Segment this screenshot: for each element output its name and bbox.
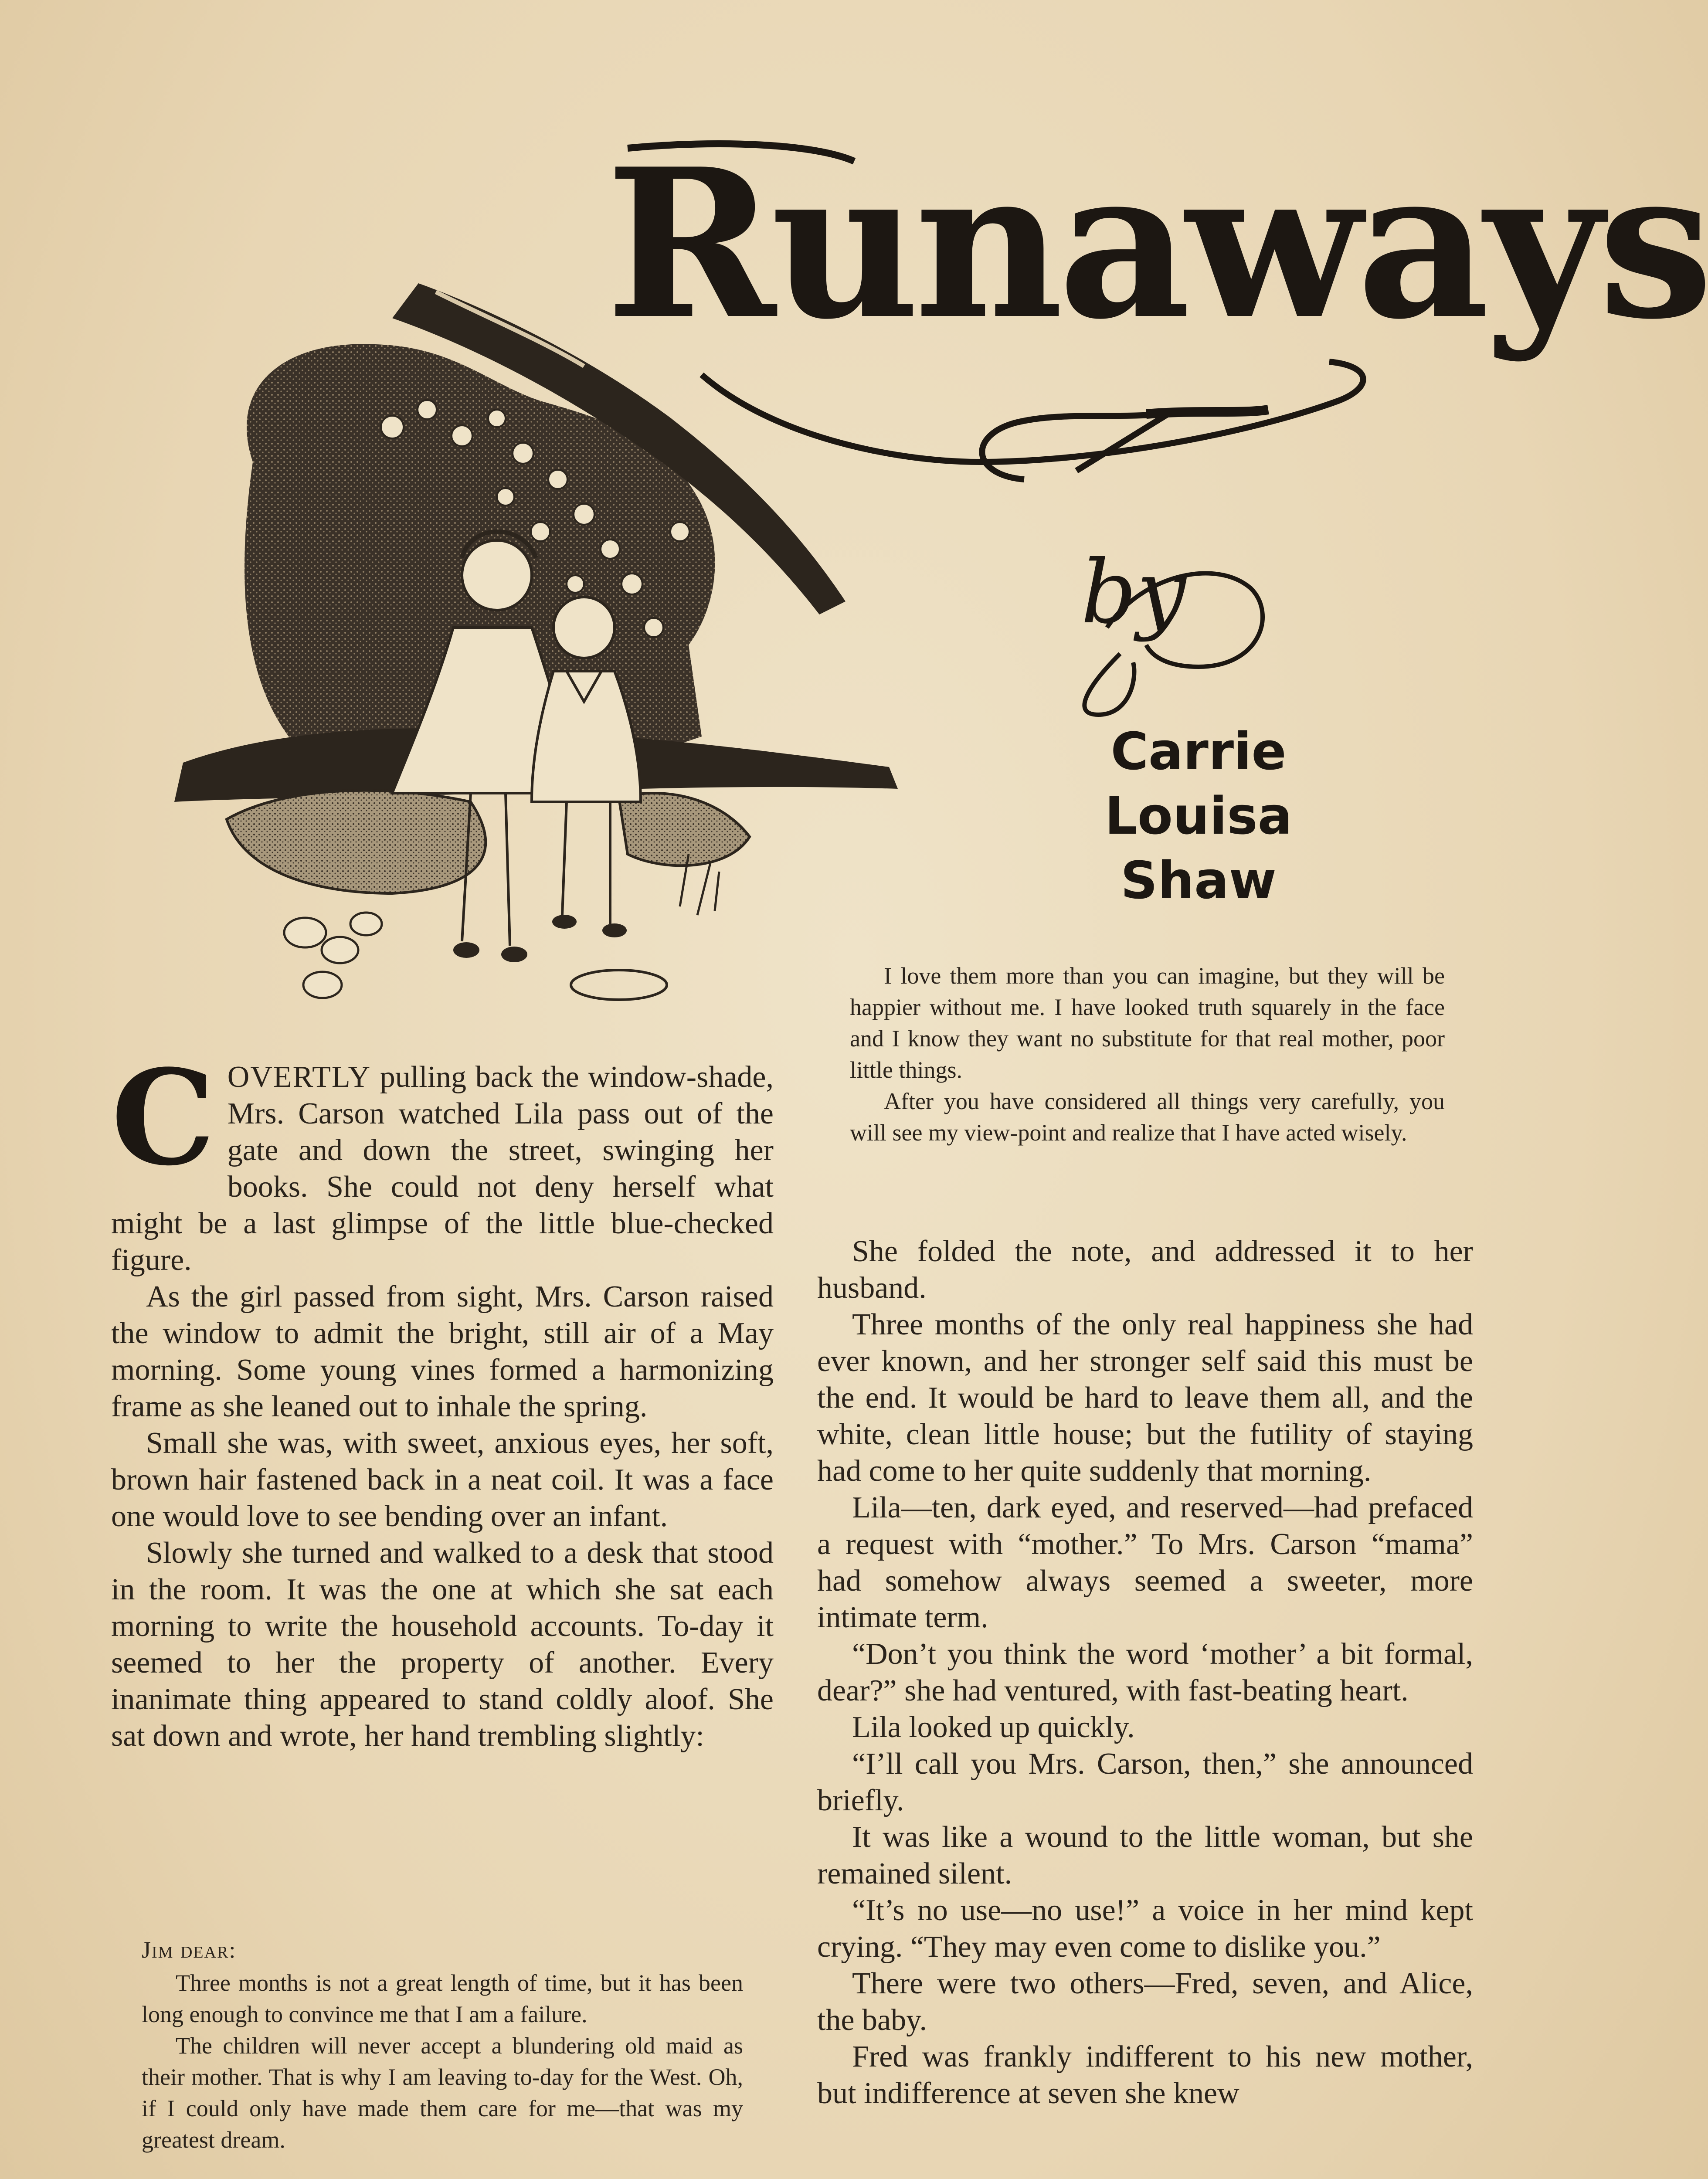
letter-excerpt-left	[142, 1934, 743, 2155]
paragraph-text: pulling back the window-shade, Mrs. Carson watched Lila pass out of the gate and down the street, swinging her books. She could not deny herself what might be a last glimpse of the little blue-checked figure.	[111, 1060, 774, 1277]
paragraph: Three months of the only real happiness she had ever known, and her stronger self said this must be the end. It would be hard to leave them all, and the white, clean little house; but the futility of staying had come to her quite suddenly that morning.	[817, 1308, 1473, 1488]
paragraph	[111, 1041, 774, 1279]
paragraph: Fred was frankly indifferent to his new mother, but indifference at seven she knew	[817, 2040, 1473, 2110]
paragraph: There were two others—Fred, seven, and Alice, the baby.	[817, 1967, 1473, 2037]
letter-excerpt-right	[850, 960, 1445, 1148]
left-column	[111, 1041, 774, 1755]
paragraph: As the girl passed from sight, Mrs. Carson raised the window to admit the bright, still air of a May morning. Some young vines formed a harmonizing frame as she leaned out to inhale the spring.	[111, 1280, 774, 1423]
paragraph: She folded the note, and addressed it to her husband.	[817, 1235, 1473, 1305]
right-column	[817, 1233, 1473, 2112]
lead-word: OVERTLY	[227, 1060, 371, 1094]
paragraph: Lila looked up quickly.	[852, 1711, 1135, 1744]
paragraph: “It’s no use—no use!” a voice in her mind kept crying. “They may even come to dislike you.”	[817, 1894, 1473, 1964]
paragraph: Small she was, with sweet, anxious eyes, her soft, brown hair fastened back in a neat coil. It was a face one would love to see bending over an infant.	[111, 1426, 774, 1533]
paragraph: Lila—ten, dark eyed, and reserved—had prefaced a request with “mother.” To Mrs. Carson “mama” had somehow always seemed a sweeter, more intimate term.	[817, 1491, 1473, 1634]
author-last-name: Shaw	[1121, 850, 1277, 910]
letter-salutation: Jim dear:	[142, 1937, 237, 1963]
letter-paragraph: Three months is not a great length of time, but it has been long enough to convince me that I am a failure.	[142, 1970, 743, 2027]
byline-label: by	[1081, 542, 1186, 643]
paragraph: “I’ll call you Mrs. Carson, then,” she announced briefly.	[817, 1747, 1473, 1817]
letter-paragraph: After you have considered all things very carefully, you will see my view-point and realize that I have acted wisely.	[850, 1088, 1445, 1146]
drop-cap: C	[111, 1041, 215, 1195]
paragraph: It was like a wound to the little woman, but she remained silent.	[817, 1820, 1473, 1891]
author-name	[1068, 719, 1329, 915]
author-middle-name: Louisa	[1104, 786, 1293, 846]
paragraph: “Don’t you think the word ‘mother’ a bit formal, dear?” she had ventured, with fast-beating heart.	[817, 1637, 1473, 1707]
letter-paragraph: I love them more than you can imagine, but they will be happier without me. I have looked truth squarely in the face and I know they want no substitute for that real mother, poor little things.	[850, 963, 1445, 1083]
story-title: Runaways	[606, 124, 1708, 364]
letter-paragraph: The children will never accept a blundering old maid as their mother. That is why I am leaving to-day for the West. Oh, if I could only have made them care for me—that was my greatest dream.	[142, 2033, 743, 2153]
two-children-under-tree-illustration	[148, 253, 976, 1020]
paragraph: Slowly she turned and walked to a desk that stood in the room. It was the one at which she sat each morning to write the household accounts. To-day it seemed to her the property of another. Every inanimate thing appeared to stand coldly aloof. She sat down and wrote, her hand trembling slightly:	[111, 1536, 774, 1753]
author-first-name: Carrie	[1110, 721, 1287, 781]
